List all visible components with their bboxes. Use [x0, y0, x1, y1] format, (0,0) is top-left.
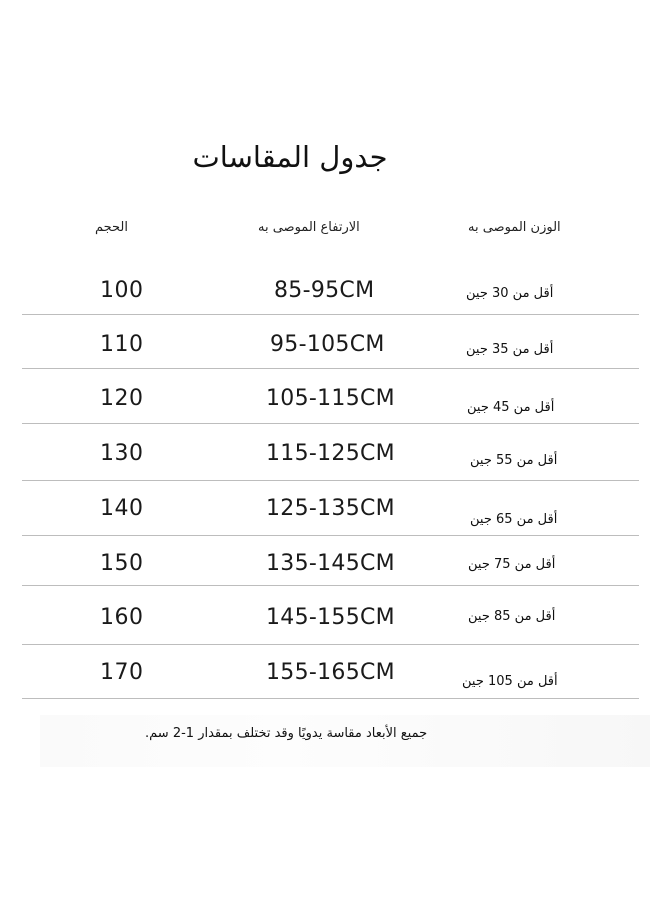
- size-cell: 110: [100, 332, 144, 357]
- table-header: [0, 220, 660, 244]
- note-background: [40, 715, 650, 767]
- size-cell: 160: [100, 605, 144, 630]
- header-weight: الوزن الموصى به: [468, 220, 561, 235]
- weight-cell: أقل من 85 جين: [468, 609, 556, 624]
- height-cell: 145-155CM: [266, 605, 395, 630]
- height-cell: 85-95CM: [274, 278, 375, 303]
- weight-cell: أقل من 75 جين: [468, 557, 556, 572]
- weight-cell: أقل من 35 جين: [466, 342, 554, 357]
- header-size: الحجم: [95, 220, 129, 235]
- table-row: [22, 644, 639, 699]
- page-title: جدول المقاسات: [192, 140, 388, 174]
- weight-cell: أقل من 105 جين: [462, 674, 558, 689]
- table-row: [22, 368, 639, 424]
- height-cell: 105-115CM: [266, 386, 395, 411]
- table-row: [22, 314, 639, 369]
- height-cell: 155-165CM: [266, 660, 395, 685]
- table-row: [22, 262, 639, 315]
- size-cell: 170: [100, 660, 144, 685]
- weight-cell: أقل من 45 جين: [467, 400, 555, 415]
- size-cell: 140: [100, 496, 144, 521]
- table-row: [22, 423, 639, 481]
- size-cell: 100: [100, 278, 144, 303]
- height-cell: 115-125CM: [266, 441, 395, 466]
- measurement-note: جميع الأبعاد مقاسة يدويًا وقد تختلف بمقدار 1-2 سم.: [145, 726, 428, 741]
- weight-cell: أقل من 65 جين: [470, 512, 558, 527]
- height-cell: 95-105CM: [270, 332, 385, 357]
- size-cell: 120: [100, 386, 144, 411]
- size-cell: 130: [100, 441, 144, 466]
- table-row: [22, 585, 639, 645]
- height-cell: 135-145CM: [266, 551, 395, 576]
- header-height: الارتفاع الموصى به: [258, 220, 360, 235]
- size-cell: 150: [100, 551, 144, 576]
- table-row: [22, 535, 639, 586]
- weight-cell: أقل من 30 جين: [466, 286, 554, 301]
- weight-cell: أقل من 55 جين: [470, 453, 558, 468]
- height-cell: 125-135CM: [266, 496, 395, 521]
- table-row: [22, 480, 639, 536]
